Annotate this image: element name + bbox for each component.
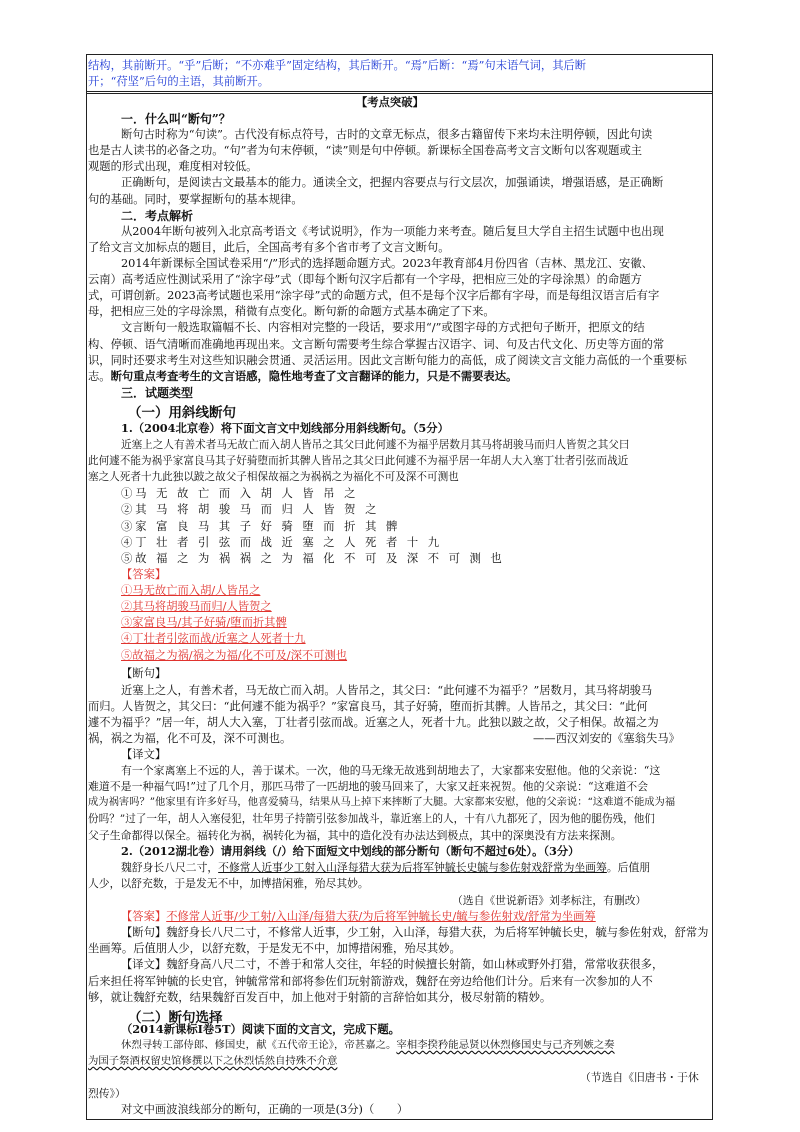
paragraph-line: 云南）高考适应性测试采用了“涂字母”式（即每个断句汉字后都有一个字母，把相应三处的字母涂黑）的命题方 — [88, 273, 642, 287]
paragraph-line — [88, 368, 517, 385]
answer-line: ④丁壮者引弦而战/近塞之人死者十九 — [121, 632, 306, 646]
answer-line: ②其马将胡骏马而归/人皆贺之 — [121, 600, 272, 614]
paragraph-line: 句的基础。同时，要掌握断句的基本规律。 — [88, 192, 303, 206]
source: （节选自《旧唐书・于休 — [580, 1071, 699, 1084]
wavy-text: 宰相李揆矜能忌贤以休烈修国史与己齐列嫉之奏 — [396, 1039, 615, 1051]
option: ②其 马 将 胡 骏 马 而 归 人 皆 贺 之 — [121, 503, 380, 517]
answer-label: 【答案】 — [121, 910, 167, 924]
option: ⑤故 福 之 为 祸 祸 之 为 福 化 不 可 及 深 不 可 测 也 — [121, 551, 505, 565]
option: ①马 无 故 亡 而 入 胡 人 皆 吊 之 — [121, 487, 359, 501]
paragraph-line: 观题的形式出现，难度相对较低。 — [88, 160, 258, 174]
text: 魏舒身高八尺二寸，不善于和常人交往，年轻的时候擅长射箭，如山林或野外打猎，常常收获很多， — [166, 958, 664, 972]
yiwen-line: 成为祸害吗？”他家里有许多好马，他喜爱骑马，结果从马上掉下来摔断了大腿。大家都来安慰，他的父亲说：“这难道不能成为福 — [88, 796, 676, 809]
text: 志。 — [88, 369, 111, 383]
subsection-heading: （一）用斜线断句 — [128, 404, 236, 421]
top-line: 结构，其前断开。“乎”后断；“不亦难乎”固定结构，其后断开。“焉”后断：“焉”句末语气词，其后断 — [88, 58, 587, 72]
yiwen-line — [121, 956, 663, 973]
duanju-line: 祸，祸之为福，化不可及，深不可测也。 — [88, 731, 292, 745]
duanju-label: 【断句】 — [121, 926, 167, 940]
paragraph-line: 构、停顿、语气清晰而准确地再现出来。文言断句需要考生综合掌握古汉语字、词、句及古代文化、历史等方面的常 — [88, 337, 665, 351]
section-heading: 二．考点解析 — [121, 208, 194, 223]
wavy-text: 为国子祭酒权留史馆修撰以下之休烈恬然自持殊不介意 — [88, 1055, 338, 1067]
text: 魏舒身长八尺二寸，不修常人近事，少工射，入山泽，每猎大获，为后将军钟毓长史，毓与参佐射戏，舒常为 — [166, 926, 709, 940]
yiwen-line: 父子生命都得以保全。福转化为祸，祸转化为福，其中的造化没有办法达到极点，其中的深奥没有方法来探测。 — [88, 828, 622, 842]
yiwen-line: 够，就让魏舒充数，结果魏舒百发百中，加上他对于射箭的言辞恰如其分，极尽射箭的精妙。 — [88, 990, 552, 1004]
answer-line: ⑤故福之为祸/祸之为福/化不可及/深不可测也 — [121, 648, 348, 662]
text: 近塞上之人有善术者马无故亡而入胡人皆吊之其父曰此何遽不为福乎居数月其马将胡骏马而归人皆贺之其父曰 — [121, 438, 630, 451]
question-text: 人少，以舒充数，于是发无不中，加博措闲雅，殆尽其妙。 — [88, 876, 369, 890]
duanju-line: 遽不为福乎？”居一年，胡人大入塞，丁壮者引弦而战。近塞之人，死者十九。此独以跛之故，父子相保。故福之为 — [88, 715, 659, 729]
section-title: 【考点突破】 — [356, 94, 424, 109]
duanju-line: 而归。人皆贺之，其父曰：“此何遽不能为祸乎？”家富良马，其子好骑，堕而折其髀。人皆吊之，其父曰：“此何 — [88, 699, 648, 713]
paragraph-line: 文言断句一般选取篇幅不长、内容相对完整的一段话，要求用“/”或图字母的方式把句子断开，把原文的结 — [121, 321, 645, 335]
answer-text: 不修常人近事/少工射/入山泽/每猎大获/为后将军钟毓长史/毓与参佐射戏/舒常为坐画筹 — [166, 910, 596, 924]
yiwen-line: 后来担任将军钟毓的长史官，钟毓常常和部将参佐们玩射箭游戏，魏舒在旁边给他们计分。后来有一次参加的人不 — [88, 974, 653, 988]
underlined-text: 不修常人近事少工射入山泽每猎大获为后将军钟毓长史毓与参佐射戏舒常为坐画筹 — [218, 860, 607, 874]
option: ③家 富 良 马 其 子 好 骑 堕 而 折 其 髀 — [121, 519, 401, 533]
answer-label: 【答案】 — [121, 567, 167, 581]
paragraph-line: 式，可谓创新。2023高考试题也采用“涂字母”式的命题方式，但不是每个汉字后都有字母，而是每组汉语言后有字 — [88, 289, 660, 303]
source: （选自《世说新语》刘孝标注，有删改） — [452, 894, 647, 908]
yiwen-line: 难道不是一种福气吗!”过了几个月，那匹马带了一匹胡地的骏马回来了，大家又赶来祝贺。他的父亲说：“这难道不会 — [88, 780, 649, 794]
question-title: （2014新课标Ⅰ卷5T）阅读下面的文言文，完成下题。 — [121, 1022, 400, 1036]
question-text — [121, 1037, 615, 1054]
section-heading: 三．试题类型 — [121, 385, 194, 400]
paragraph-line: 也是古人读书的必备之功。“句”者为句末停顿，“读”则是句中停顿。新课标全国卷高考文言文断句以客观题或主 — [88, 144, 643, 158]
paragraph-line: 2014年新课标全国试卷采用“/”形式的选择题命题方式。2023年教育部4月份四省（吉林、黑龙江、安徽、 — [121, 256, 653, 270]
paragraph-line: 断句古时称为“句读”。古代没有标点符号，古时的文章无标点，很多古籍留传下来均未注明停顿，因此句读 — [121, 128, 653, 142]
duanju-label: 【断句】 — [121, 666, 167, 680]
text: 休烈寻转工部侍郎、修国史，献《五代帝王论》，帝甚嘉之。 — [121, 1039, 397, 1051]
yiwen-line: 有一个家离塞上不远的人，善于谋术。一次，他的马无缘无故逃到胡地去了，大家都来安慰他。他的父亲说：“这 — [121, 764, 661, 778]
question-text: 塞之人死者十九此独以跛之故父子相保故福之为祸祸之为福化不可及深不可测也 — [88, 471, 459, 484]
yiwen-label: 【译文】 — [121, 748, 167, 762]
paragraph-line: 识，同时还要求考生对这些知识融会贯通、灵活运用。因此文言断句能力的高低，成了阅读文言文能力高低的一个重要标 — [88, 353, 687, 367]
question-text — [121, 437, 630, 454]
question-title: 1.（2004北京卷）将下面文言文中划线部分用斜线断句。（5分） — [121, 420, 449, 435]
question-prompt: 对文中画波浪线部分的断句，正确的一项是(3分)（ ） — [121, 1103, 409, 1116]
duanju-line: 坐画筹。后值朋人少，以舒充数，于是发无不中，加博措闲雅，殆尽其妙。 — [88, 942, 461, 956]
top-line: 开；“苻坚”后句的主语，其前断开。 — [88, 74, 270, 88]
paragraph-line: 了给文言文加标点的题目，此后，全国高考有多个省市考了文言文断句。 — [88, 240, 450, 254]
paragraph-line: 正确断句，是阅读古文最基本的能力。通读全文，把握内容要点与行文层次，加强诵读，增强语感，是正确断 — [121, 176, 664, 190]
question-text — [121, 859, 650, 876]
source: ——西汉刘安的《塞翁失马》 — [533, 731, 680, 745]
duanju-line: 近塞上之人，有善术者，马无故亡而入胡。人皆吊之，其父曰：“此何遽不为福乎？”居数月，其马将胡骏马 — [121, 683, 653, 697]
answer-line: ①马无故亡而入胡/人皆吊之 — [121, 584, 261, 598]
yiwen-line: 份吗？”过了一年，胡人入塞侵犯，壮年男子持箭引弦参加战斗，靠近塞上的人，十有八九都死了，因为他的腿伤残，他们 — [88, 812, 655, 825]
divider — [87, 91, 712, 92]
bold-text: 断句重点考查考生的文言语感，隐性地考查了文言翻译的能力，只是不需要表达。 — [110, 368, 518, 383]
text: 。后值朋 — [606, 860, 651, 874]
option: ④丁 壮 者 引 弦 而 战 近 塞 之 人 死 者 十 九 — [121, 535, 443, 549]
question-text: 此何遽不能为祸乎家富良马其子好骑堕而折其髀人皆吊之其父曰此何遽不为福乎居一年胡人大入塞丁壮者引弦而战近 — [88, 455, 629, 468]
yiwen-label: 【译文】 — [121, 958, 167, 972]
text: 魏舒身长八尺二寸， — [121, 860, 219, 874]
section-heading: 一．什么叫“断句”？ — [121, 111, 231, 126]
question-title: 2.（2012湖北卷）请用斜线（/）给下面短文中划线的部分断句（断句不超过6处）。（3分） — [121, 843, 580, 858]
subsection-heading: （二）断句选择 — [128, 1009, 223, 1026]
answer-line — [121, 908, 596, 925]
paragraph-line: 母，把相应三处的字母涂黑，稍微有点变化。断句新的命题方式基本确定了下来。 — [88, 305, 495, 319]
duanju-line — [121, 924, 708, 941]
paragraph-line: 从2004年断句被列入北京高考语文《考试说明》，作为一项能力来考查。随后复旦大学自主招生试题中也出现 — [121, 224, 664, 238]
answer-line: ③家富良马/其子好骑/堕而折其髀 — [121, 616, 287, 630]
source: 烈传》） — [88, 1087, 126, 1100]
